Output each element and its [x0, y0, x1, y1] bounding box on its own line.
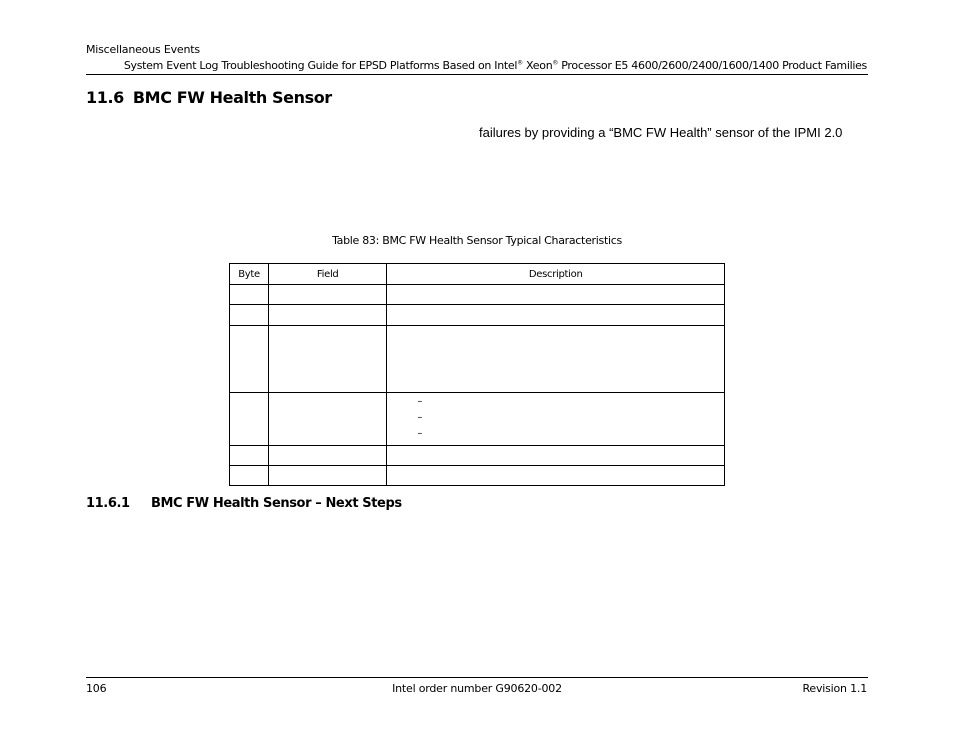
table-row: [230, 393, 725, 446]
col-header-description: Description: [387, 264, 725, 285]
page-number: 106: [86, 682, 107, 695]
table-row: [230, 466, 725, 486]
revision: Revision 1.1: [802, 682, 867, 695]
section-number: 11.6: [86, 88, 124, 107]
running-header-section: Miscellaneous Events: [86, 43, 200, 56]
list-dash: –: [417, 412, 423, 423]
header-rule: [86, 74, 868, 75]
running-header-title: System Event Log Troubleshooting Guide for EPSD Platforms Based on Intel® Xeon® Processor E5 4600/2600/2400/1600/1400 Product Families: [123, 59, 867, 72]
section-heading: [86, 88, 332, 107]
subsection-number: 11.6.1: [86, 496, 130, 511]
list-dash: –: [417, 396, 423, 407]
col-header-field: Field: [269, 264, 387, 285]
footer-rule: [86, 677, 868, 678]
table-row: [230, 446, 725, 466]
subsection-heading: [86, 496, 402, 511]
table-header-row: [230, 264, 725, 285]
col-header-byte: Byte: [230, 264, 269, 285]
section-title: BMC FW Health Sensor: [132, 88, 332, 107]
subsection-title: BMC FW Health Sensor – Next Steps: [151, 496, 402, 511]
table-row: [230, 326, 725, 393]
sensor-characteristics-table: [229, 263, 725, 486]
table-caption: Table 83: BMC FW Health Sensor Typical Characteristics: [332, 234, 622, 247]
order-number: Intel order number G90620-002: [392, 682, 562, 695]
body-paragraph: failures by providing a “BMC FW Health” sensor of the IPMI 2.0: [479, 125, 843, 140]
list-dash: –: [417, 428, 423, 439]
table-row: [230, 285, 725, 305]
table-row: [230, 305, 725, 326]
